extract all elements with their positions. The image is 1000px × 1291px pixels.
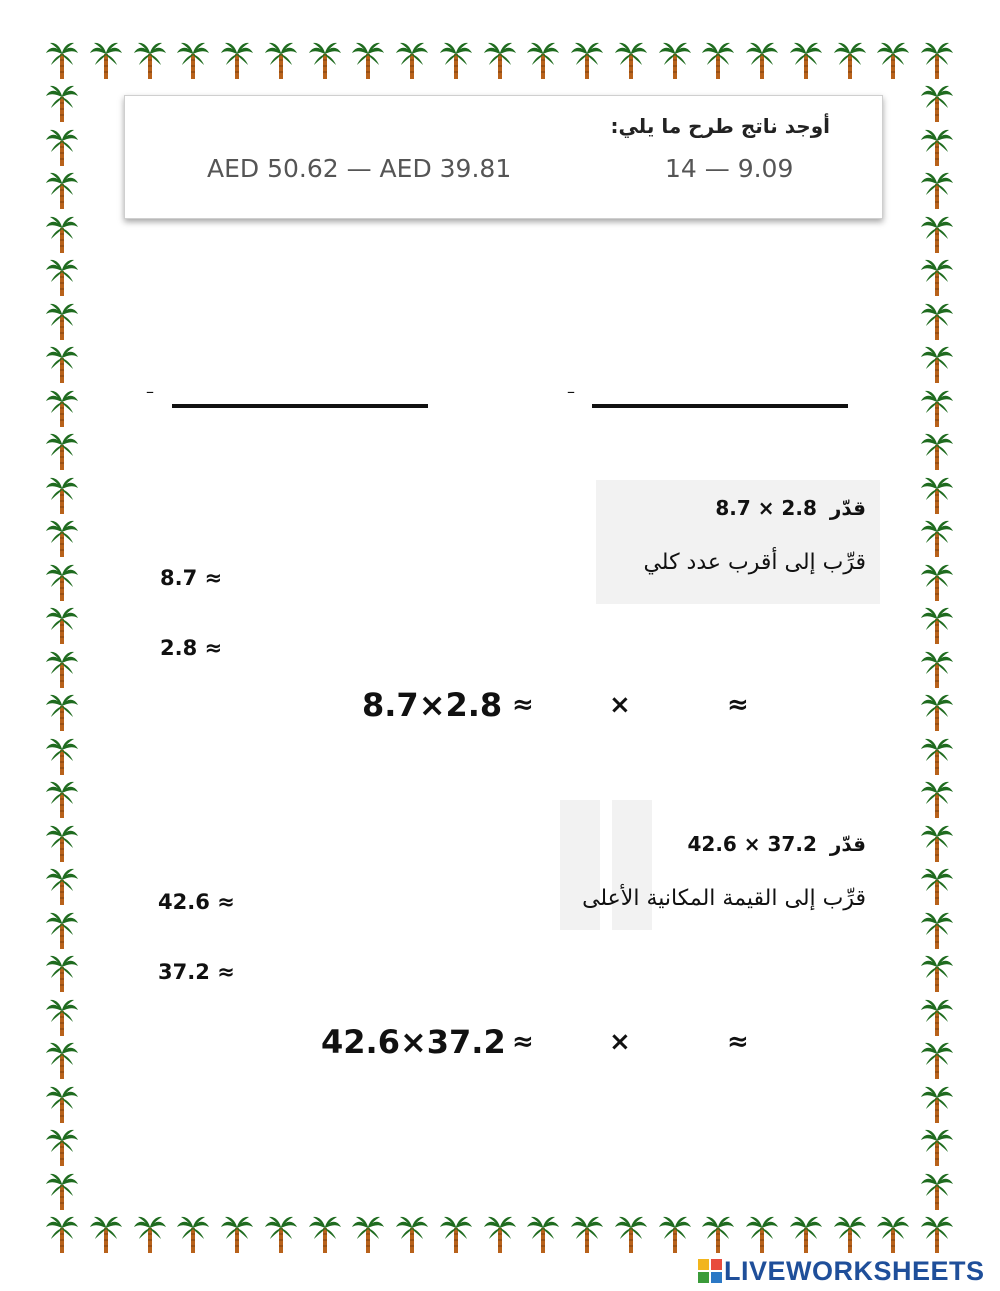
palm-tree-icon bbox=[920, 910, 954, 950]
estimate-heading-2 bbox=[687, 832, 866, 856]
palm-tree-icon bbox=[920, 344, 954, 384]
palm-tree-icon bbox=[45, 779, 79, 819]
equation-answer-1a[interactable] bbox=[545, 688, 603, 724]
palm-tree-icon bbox=[570, 40, 604, 80]
palm-tree-icon bbox=[133, 40, 167, 80]
palm-tree-icon bbox=[789, 1214, 823, 1254]
palm-tree-icon bbox=[920, 1084, 954, 1124]
palm-tree-icon bbox=[45, 562, 79, 602]
palm-tree-icon bbox=[45, 344, 79, 384]
palm-tree-icon bbox=[920, 40, 954, 80]
palm-tree-icon bbox=[526, 40, 560, 80]
palm-tree-icon bbox=[920, 518, 954, 558]
palm-tree-icon bbox=[45, 431, 79, 471]
palm-tree-icon bbox=[45, 1127, 79, 1167]
palm-tree-icon bbox=[45, 388, 79, 428]
palm-tree-icon bbox=[920, 649, 954, 689]
palm-tree-icon bbox=[701, 1214, 735, 1254]
estimate-word-1: قدّر bbox=[829, 496, 866, 520]
round-answer-42-6[interactable] bbox=[250, 886, 350, 918]
palm-tree-icon bbox=[876, 1214, 910, 1254]
estimate-expr-2: 42.6 × 37.2 bbox=[687, 832, 817, 856]
palm-tree-icon bbox=[920, 475, 954, 515]
palm-tree-icon bbox=[483, 1214, 517, 1254]
palm-tree-icon bbox=[45, 1171, 79, 1211]
equation-answer-2c[interactable] bbox=[760, 1025, 870, 1061]
round-item-2-8: 2.8 ≈ bbox=[160, 636, 223, 660]
round-item-42-6: 42.6 ≈ bbox=[158, 890, 235, 914]
estimate-word-2: قدّر bbox=[829, 832, 866, 856]
palm-tree-icon bbox=[176, 40, 210, 80]
equation-answer-2b[interactable] bbox=[642, 1025, 720, 1061]
palm-tree-icon bbox=[45, 953, 79, 993]
palm-tree-icon bbox=[45, 1214, 79, 1254]
palm-tree-icon bbox=[45, 910, 79, 950]
palm-tree-icon bbox=[351, 40, 385, 80]
palm-tree-icon bbox=[920, 257, 954, 297]
palm-tree-icon bbox=[745, 1214, 779, 1254]
palm-tree-icon bbox=[45, 1040, 79, 1080]
palm-tree-icon bbox=[45, 83, 79, 123]
round-answer-2-8[interactable] bbox=[240, 632, 340, 664]
palm-tree-icon bbox=[658, 1214, 692, 1254]
subtraction-problem-1: 14 — 9.09 bbox=[665, 154, 794, 183]
palm-tree-icon bbox=[483, 40, 517, 80]
round-item-8-7: 8.7 ≈ bbox=[160, 566, 223, 590]
palm-tree-icon bbox=[920, 1171, 954, 1211]
equation-answer-1c[interactable] bbox=[760, 688, 870, 724]
palm-tree-icon bbox=[920, 170, 954, 210]
equation-approx-2b: ≈ bbox=[727, 1027, 749, 1057]
palm-tree-icon bbox=[45, 518, 79, 558]
palm-tree-icon bbox=[876, 40, 910, 80]
palm-tree-icon bbox=[614, 40, 648, 80]
answer-line-left[interactable] bbox=[172, 404, 428, 408]
palm-tree-icon bbox=[920, 83, 954, 123]
palm-tree-icon bbox=[176, 1214, 210, 1254]
palm-tree-icon bbox=[395, 40, 429, 80]
palm-tree-icon bbox=[920, 301, 954, 341]
palm-tree-icon bbox=[920, 692, 954, 732]
palm-tree-icon bbox=[920, 736, 954, 776]
palm-tree-icon bbox=[45, 301, 79, 341]
palm-tree-icon bbox=[745, 40, 779, 80]
subtraction-problem-2: AED 50.62 — AED 39.81 bbox=[207, 154, 512, 183]
palm-tree-icon bbox=[833, 40, 867, 80]
equation-expr-1: 8.7×2.8 bbox=[362, 686, 503, 724]
palm-tree-icon bbox=[45, 866, 79, 906]
palm-tree-icon bbox=[264, 1214, 298, 1254]
equation-approx-2a: ≈ bbox=[512, 1027, 534, 1057]
palm-tree-icon bbox=[89, 40, 123, 80]
round-answer-37-2[interactable] bbox=[250, 956, 350, 988]
palm-tree-icon bbox=[439, 40, 473, 80]
palm-tree-icon bbox=[45, 1084, 79, 1124]
palm-tree-icon bbox=[45, 692, 79, 732]
subtraction-instruction: أوجد ناتج طرح ما يلي: bbox=[610, 114, 830, 138]
palm-tree-icon bbox=[264, 40, 298, 80]
palm-tree-icon bbox=[920, 823, 954, 863]
palm-tree-icon bbox=[920, 605, 954, 645]
palm-tree-icon bbox=[920, 953, 954, 993]
palm-tree-icon bbox=[395, 1214, 429, 1254]
answer-line-right[interactable] bbox=[592, 404, 848, 408]
palm-tree-icon bbox=[789, 40, 823, 80]
palm-tree-icon bbox=[570, 1214, 604, 1254]
palm-tree-icon bbox=[526, 1214, 560, 1254]
palm-tree-icon bbox=[920, 1127, 954, 1167]
palm-tree-icon bbox=[89, 1214, 123, 1254]
palm-tree-icon bbox=[45, 214, 79, 254]
round-item-37-2: 37.2 ≈ bbox=[158, 960, 235, 984]
palm-tree-icon bbox=[45, 997, 79, 1037]
liveworksheets-logo-icon bbox=[698, 1259, 722, 1283]
palm-tree-icon bbox=[45, 475, 79, 515]
palm-tree-icon bbox=[220, 40, 254, 80]
liveworksheets-brand[interactable]: LIVEWORKSHEETS bbox=[724, 1256, 985, 1286]
estimate-heading-1 bbox=[715, 496, 866, 520]
palm-tree-icon bbox=[920, 562, 954, 602]
palm-tree-icon bbox=[920, 1214, 954, 1254]
palm-tree-icon bbox=[920, 1040, 954, 1080]
palm-tree-icon bbox=[45, 170, 79, 210]
palm-tree-icon bbox=[308, 40, 342, 80]
equation-expr-2: 42.6×37.2 bbox=[321, 1023, 506, 1061]
answer-prefix-left: – bbox=[146, 382, 154, 401]
palm-tree-icon bbox=[45, 649, 79, 689]
palm-tree-icon bbox=[920, 431, 954, 471]
palm-tree-icon bbox=[220, 1214, 254, 1254]
palm-tree-icon bbox=[45, 736, 79, 776]
equation-approx-1a: ≈ bbox=[512, 690, 534, 720]
answer-prefix-right: – bbox=[567, 382, 575, 401]
round-answer-8-7[interactable] bbox=[240, 562, 340, 594]
equation-times-1: × bbox=[609, 690, 631, 720]
palm-tree-icon bbox=[920, 388, 954, 428]
palm-tree-icon bbox=[45, 257, 79, 297]
palm-tree-icon bbox=[658, 40, 692, 80]
palm-tree-icon bbox=[920, 866, 954, 906]
palm-tree-icon bbox=[45, 605, 79, 645]
estimate-expr-1: 8.7 × 2.8 bbox=[715, 496, 817, 520]
palm-tree-icon bbox=[308, 1214, 342, 1254]
palm-tree-icon bbox=[351, 1214, 385, 1254]
palm-tree-icon bbox=[133, 1214, 167, 1254]
palm-tree-icon bbox=[45, 127, 79, 167]
equation-approx-1b: ≈ bbox=[727, 690, 749, 720]
equation-times-2: × bbox=[609, 1027, 631, 1057]
round-instruction-2: قرِّب إلى القيمة المكانية الأعلى bbox=[582, 886, 866, 911]
round-instruction-1: قرِّب إلى أقرب عدد كلي bbox=[643, 550, 866, 575]
palm-tree-icon bbox=[439, 1214, 473, 1254]
palm-tree-icon bbox=[614, 1214, 648, 1254]
palm-tree-icon bbox=[920, 997, 954, 1037]
palm-tree-icon bbox=[920, 127, 954, 167]
palm-tree-icon bbox=[45, 40, 79, 80]
palm-tree-icon bbox=[45, 823, 79, 863]
equation-answer-1b[interactable] bbox=[642, 688, 720, 724]
palm-tree-icon bbox=[920, 214, 954, 254]
palm-tree-icon bbox=[920, 779, 954, 819]
subtraction-card bbox=[124, 95, 883, 219]
palm-tree-icon bbox=[833, 1214, 867, 1254]
palm-tree-icon bbox=[701, 40, 735, 80]
equation-answer-2a[interactable] bbox=[545, 1025, 603, 1061]
